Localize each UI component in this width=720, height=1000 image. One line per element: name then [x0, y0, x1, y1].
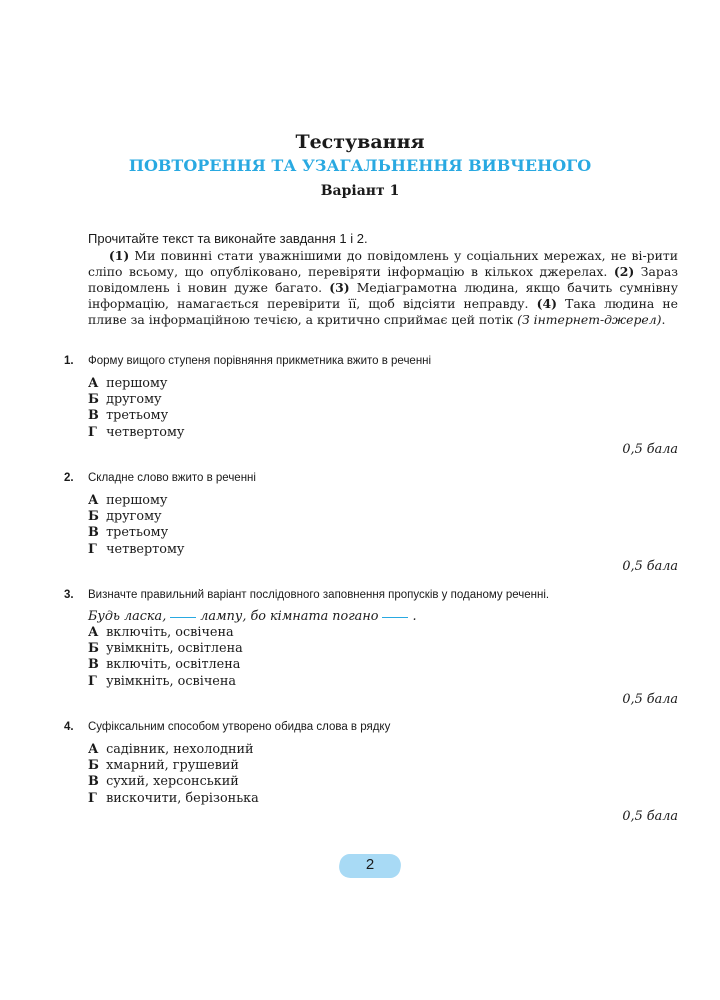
question-text: Складне слово вжито в реченні	[88, 472, 256, 484]
question-3-points: 0,5 бала	[622, 692, 678, 707]
option-d[interactable]: Г четвертому	[88, 424, 185, 440]
answer-options	[88, 742, 684, 807]
question-1	[64, 355, 684, 441]
answer-options	[88, 493, 684, 558]
sentence-number-2: (2)	[613, 264, 635, 280]
question-text: Форму вищого ступеня порівняння прикметника вжито в реченні	[88, 355, 432, 367]
option-b[interactable]: Б другому	[88, 509, 162, 525]
question-number: 4.	[64, 721, 74, 733]
question-4	[64, 721, 684, 807]
option-c[interactable]: В сухий, херсонський	[88, 774, 239, 790]
instructions-text: Прочитайте текст та виконайте завдання 1 і 2.	[88, 231, 368, 246]
answer-options	[88, 376, 684, 441]
page-number: 2	[365, 856, 375, 873]
question-3	[64, 589, 684, 690]
question-4-points: 0,5 бала	[622, 809, 678, 824]
option-d[interactable]: Г увімкніть, освічена	[88, 673, 237, 689]
blank-2[interactable]	[382, 617, 408, 618]
section-subtitle: ПОВТОРЕННЯ ТА УЗАГАЛЬНЕННЯ ВИВЧЕНОГО	[128, 156, 592, 175]
option-a[interactable]: А першому	[88, 376, 168, 391]
question-number: 1.	[64, 355, 74, 367]
sentence-4: Така людина не пливе за інформаційною течією, а критично сприймає цей потік	[88, 296, 678, 328]
question-number: 3.	[64, 589, 74, 601]
sentence-1: Ми повинні стати уважнішими до повідомлень у соціальних мережах, не ві-рити сліпо всьому, що опубліковано, перевіряти інформацію в кількох джерелах.	[88, 248, 678, 280]
question-2-points: 0,5 бала	[622, 559, 678, 574]
option-a[interactable]: А включіть, освічена	[88, 625, 234, 640]
blank-1[interactable]	[170, 617, 196, 618]
option-a[interactable]: А першому	[88, 493, 168, 508]
option-a[interactable]: А садівник, нехолодний	[88, 742, 254, 757]
passage-end: .	[661, 312, 666, 328]
question-1-points: 0,5 бала	[622, 442, 678, 457]
option-d[interactable]: Г четвертому	[88, 541, 185, 557]
reading-passage	[88, 248, 678, 328]
fill-in-sentence: Будь ласка, лампу, бо кімната погано .	[88, 609, 417, 624]
option-d[interactable]: Г вискочити, берізонька	[88, 790, 259, 806]
variant-label: Варіант 1	[320, 183, 400, 199]
sentence-2: Зараз повідомлень і новин дуже багато.	[88, 264, 678, 296]
sentence-number-1: (1)	[108, 248, 130, 263]
option-c[interactable]: В включіть, освітлена	[88, 657, 241, 673]
sentence-3: Медіаграмотна людина, якщо бачить сумнівну інформацію, намагається перевірити її, щоб відсіяти неправду.	[88, 280, 678, 312]
question-text: Визначте правильний варіант послідовного заповнення пропусків у поданому реченні.	[88, 589, 550, 601]
option-c[interactable]: В третьому	[88, 408, 169, 424]
option-b[interactable]: Б другому	[88, 392, 162, 408]
question-text: Суфіксальним способом утворено обидва слова в рядку	[88, 721, 391, 733]
option-b[interactable]: Б хмарний, грушевий	[88, 758, 239, 774]
option-b[interactable]: Б увімкніть, освітлена	[88, 641, 243, 657]
sentence-number-4: (4)	[536, 296, 557, 312]
question-number: 2.	[64, 472, 74, 484]
page-title: Тестування	[295, 131, 425, 153]
sentence-number-3: (3)	[329, 280, 350, 296]
passage-source: (З інтернет-джерел)	[517, 312, 662, 328]
answer-options	[88, 625, 684, 690]
question-2	[64, 472, 684, 558]
option-c[interactable]: В третьому	[88, 525, 169, 541]
